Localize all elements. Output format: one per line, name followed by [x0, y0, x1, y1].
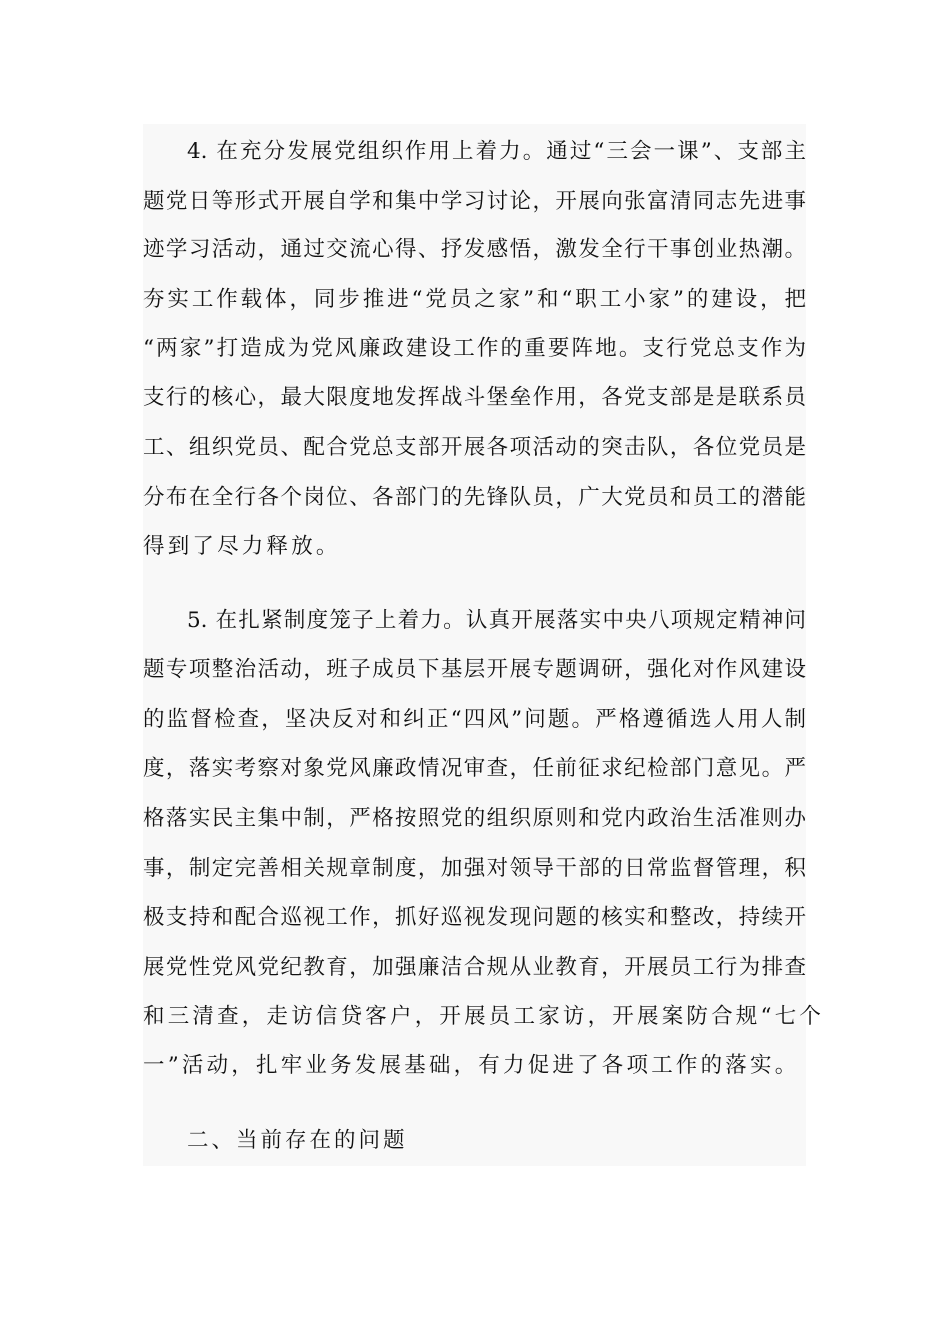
paragraph-line: 得到了尽力释放。: [143, 534, 341, 559]
paragraph-line: 和三清查，走访信贷客户，开展员工家访，开展案防合规“七个: [143, 1004, 825, 1029]
paragraph-line: 展党性党风党纪教育，加强廉洁合规从业教育，开展员工行为排查: [143, 955, 806, 980]
paragraph-line: 迹学习活动，通过交流心得、抒发感悟，激发全行干事创业热潮。: [143, 237, 806, 262]
paragraph-line: “两家”打造成为党风廉政建设工作的重要阵地。支行党总支作为: [143, 336, 806, 361]
paragraph-line: 题党日等形式开展自学和集中学习讨论，开展向张富清同志先进事: [143, 189, 806, 214]
paragraph-line: 事，制定完善相关规章制度，加强对领导干部的日常监督管理，积: [143, 856, 806, 881]
paragraph-line: 的监督检查，坚决反对和纠正“四风”问题。严格遵循选人用人制: [143, 707, 806, 732]
paragraph-line: 格落实民主集中制，严格按照党的组织原则和党内政治生活准则办: [143, 806, 806, 831]
paragraph-line: 一”活动，扎牢业务发展基础，有力促进了各项工作的落实。: [143, 1053, 800, 1078]
paragraph-line: 5. 在扎紧制度笼子上着力。认真开展落实中央八项规定精神问: [187, 608, 806, 633]
section-heading: 二、当前存在的问题: [187, 1128, 408, 1153]
paragraph-line: 支行的核心，最大限度地发挥战斗堡垒作用，各党支部是是联系员: [143, 385, 806, 410]
document-page: [143, 124, 825, 1166]
paragraph-line: 分布在全行各个岗位、各部门的先锋队员，广大党员和员工的潜能: [143, 485, 806, 510]
paragraph-line: 工、组织党员、配合党总支部开展各项活动的突击队，各位党员是: [143, 435, 806, 460]
paragraph-line: 极支持和配合巡视工作，抓好巡视发现问题的核实和整改，持续开: [143, 905, 806, 930]
paragraph-line: 4. 在充分发展党组织作用上着力。通过“三会一课”、支部主: [187, 139, 806, 164]
paragraph-line: 度，落实考察对象党风廉政情况审查，任前征求纪检部门意见。严: [143, 756, 806, 781]
paragraph-line: 题专项整治活动，班子成员下基层开展专题调研，强化对作风建设: [143, 657, 806, 682]
paragraph-line: 夯实工作载体，同步推进“党员之家”和“职工小家”的建设，把: [143, 287, 806, 312]
